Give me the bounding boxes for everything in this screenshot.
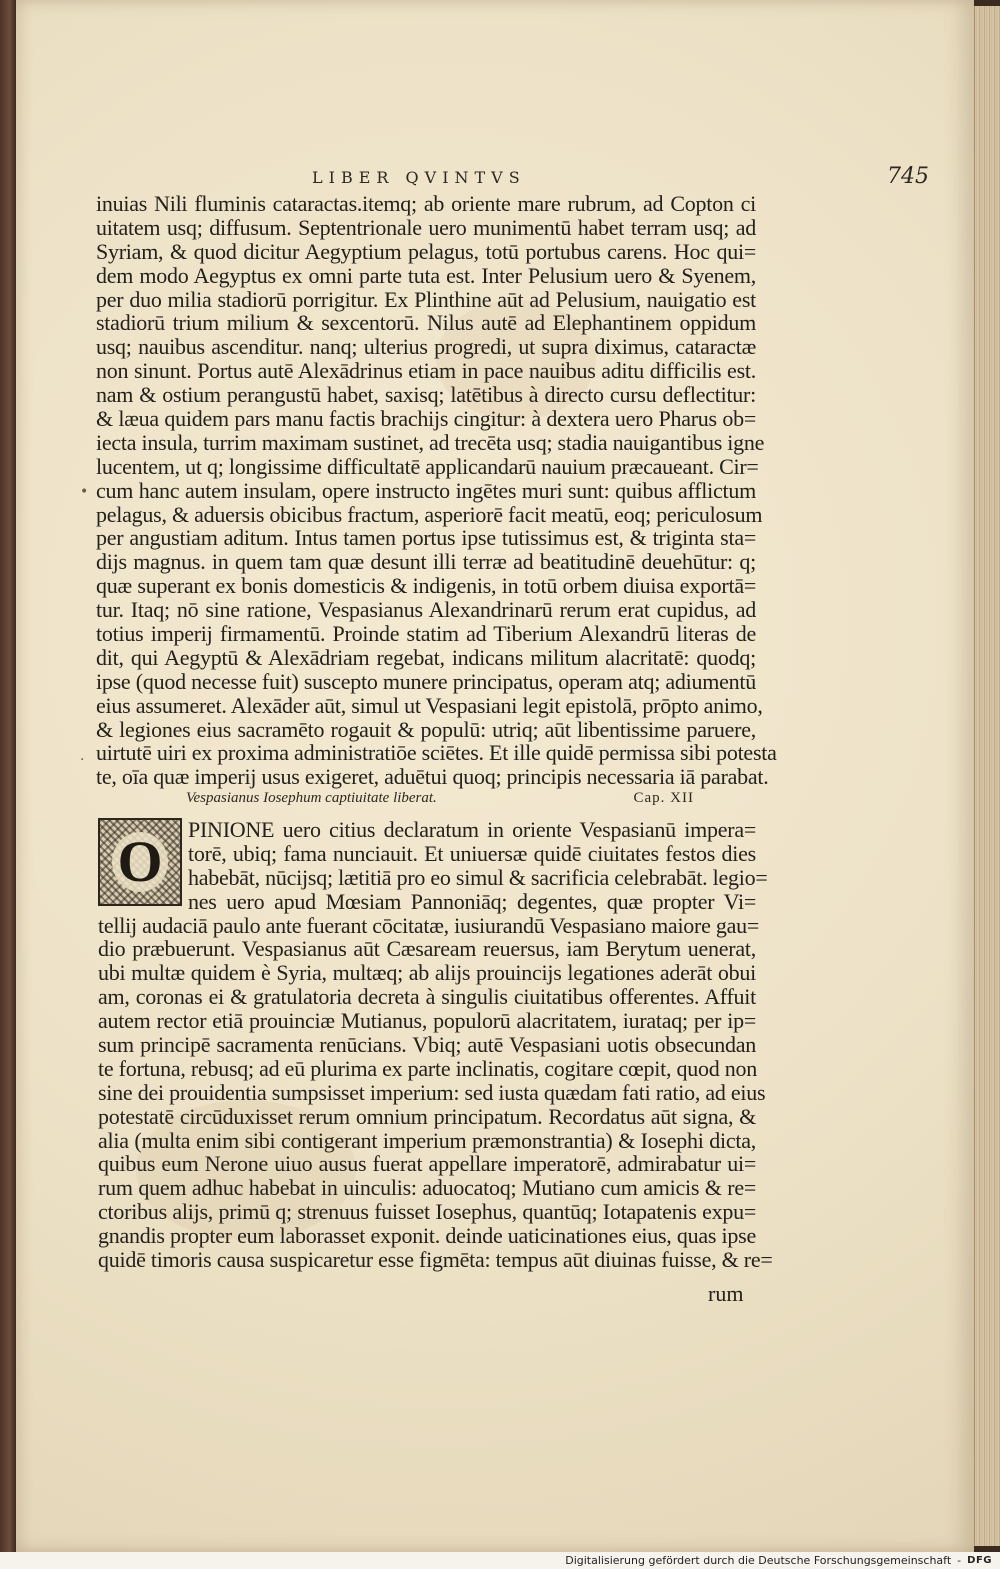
text-line: te, oīa quæ imperij usus exigeret, aduētui quoq; principis necessaria iā parabat.: [96, 764, 769, 790]
chapter-text: [98, 817, 773, 1273]
page-number: 745: [887, 164, 929, 189]
text-line: sine dei prouidentia sumpsisset imperium: sed iusta quædam fati ratio, ad eius: [98, 1079, 766, 1105]
text-line: dijs magnus. in quem tam quæ desunt illi terræ ad beatitudinē deuehūtur: q;: [96, 549, 756, 575]
text-line: sum principē sacramenta renūcians. Vbiq; autē Vespasiani uotis obsecundan: [98, 1032, 756, 1058]
chapter-title: Vespasianus Iosephum captiuitate liberat.: [186, 790, 437, 806]
text-line: potestatē circūduxisset rerum omnium principatum. Recordatus aūt signa, &: [98, 1103, 756, 1129]
text-line: iecta insula, turrim maximam sustinet, ad trecēta usq; stadia nauigantibus igne: [96, 429, 765, 455]
text-line: & legiones eius sacramēto rogauit & populū: utriq; aūt libentissime paruere,: [96, 716, 756, 742]
margin-mark: ·: [80, 752, 85, 768]
footer-separator: -: [957, 1554, 962, 1567]
text-line: stadiorū trium milium & sexcentorū. Nilus autē ad Elephantinem oppidum: [96, 310, 756, 336]
text-line: Syriam, & quod dicitur Aegyptium pelagus, totū portubus carens. Hoc qui=: [96, 238, 756, 264]
text-line: am, coronas ei & gratulatoria decreta à singulis ciuitatibus offerentes. Affuit: [98, 984, 756, 1010]
text-line: tur. Itaq; nō sine ratione, Vespasianus Alexandrinarū rerum erat cupidus, ad: [96, 597, 756, 623]
text-line: autem rector etiā prouinciæ Mutianus, populorū alacritatem, iurataq; per ip=: [98, 1008, 756, 1034]
book-binding: [0, 0, 16, 1569]
text-line: dit, qui Aegyptū & Alexādriam regebat, indicans militum alacritatē: quodq;: [96, 644, 756, 670]
text-line: quibus eum Nerone uiuo ausus fuerat appellare imperatorē, admirabatur ui=: [98, 1151, 756, 1177]
text-line: rum quem adhuc habebat in uinculis: aduocatoq; Mutiano cum amicis & re=: [98, 1175, 756, 1201]
running-head: LIBER QVINTVS: [312, 168, 526, 187]
text-line: ipse (quod necesse fuit) suscepto munere principatus, operam atq; adiumentū: [96, 668, 756, 694]
text-line: inuias Nili fluminis cataractas.itemq; ab oriente mare rubrum, ad Copton ci: [96, 191, 756, 216]
footer-credit: Digitalisierung gefördert durch die Deutsche Forschungsgemeinschaft: [565, 1554, 952, 1567]
chapter-number: Cap. XII: [633, 790, 694, 806]
text-line: per angustiam aditum. Intus tamen portus ipse tutissimus est, & triginta sta=: [96, 525, 756, 551]
catchword: rum: [708, 1281, 744, 1306]
footer-bar: [0, 1552, 1000, 1569]
text-line: totius imperij firmamentū. Proinde statim ad Tiberium Alexandrū literas de: [96, 621, 756, 647]
text-line: non sinunt. Portus autē Alexādrinus etiam in pace nauibus aditu difficilis est.: [96, 358, 756, 384]
text-line: dio præbuerunt. Vespasianus aūt Cæsaream reuersus, iam Berytum uenerat,: [98, 936, 756, 962]
text-line: torē, ubiq; fama nunciauit. Et uniuersæ quidē ciuitates festos dies: [188, 840, 756, 866]
text-line: dem modo Aegyptus ex omni parte tuta est. Inter Pelusium uero & Syenem,: [96, 262, 756, 288]
page-edges: [974, 6, 1000, 1546]
text-line: tellij audaciā paulo ante fuerant cōcitatæ, iusiurandū Vespasiano maiore gau=: [98, 912, 760, 938]
text-line: cum hanc autem insulam, opere instructo ingētes muri sunt: quibus afflictum: [96, 477, 756, 503]
text-line: per duo milia stadiorū porrigitur. Ex Plinthine aūt ad Pelusium, nauigatio est: [96, 286, 756, 312]
text-line: ubi multæ quidem è Syria, multæq; ab alijs prouincijs legationes aderāt obui: [98, 960, 756, 986]
text-line: lucentem, ut q; longissime difficultatē applicandarū nauium præcaueant. Cir=: [96, 453, 759, 479]
margin-mark: •: [80, 484, 89, 500]
text-line: eius assumeret. Alexāder aūt, simul ut Vespasiani legit epistolā, prōpto animo,: [96, 692, 763, 718]
text-line: usq; nauibus ascenditur. nanq; ulterius progredi, ut supra diximus, cataractæ: [96, 334, 756, 360]
text-line: nes uero apud Mœsiam Pannoniāq; degentes, quæ propter Vi=: [188, 888, 756, 914]
text-line: uitatem usq; diffusum. Septentrionale uero munimentū habet terram usq; ad: [96, 214, 756, 240]
text-line: nam & ostium perangustū habet, saxisq; latētibus à directo cursu deflectitur:: [96, 382, 756, 408]
text-line: te fortuna, rebusq; ad eū plurima ex parte inclinatis, cogitare cœpit, quod non: [98, 1055, 757, 1081]
text-line: ctoribus alijs, primū q; strenuus fuisset Iosephus, quantūq; Iotapatenis expu=: [98, 1199, 756, 1225]
text-line: uirtutē uiri ex proxima administratiōe sciētes. Et ille quidē permissa sibi potesta: [96, 740, 777, 766]
dfg-logo: DFG: [967, 1555, 992, 1566]
text-line: habebāt, nūcijsq; lætitiā pro eo simul & sacrificia celebrabāt. legio=: [188, 864, 768, 890]
text-line: & læua quidem pars manu factis brachijs cingitur: à dextera uero Pharus ob=: [96, 406, 756, 432]
body-text: [96, 191, 777, 790]
text-line: quidē timoris causa suspicaretur esse figmēta: tempus aūt diuinas fuisse, & re=: [98, 1247, 773, 1273]
text-line: PINIONE uero citius declaratum in oriente Vespasianū impera=: [188, 817, 756, 842]
text-line: gnandis propter eum laborasset exponit. deinde uaticinationes eius, quas ipse: [98, 1223, 756, 1249]
text-line: alia (multa enim sibi contigerant imperium præmonstrantia) & Iosephi dicta,: [98, 1127, 756, 1153]
text-line: quæ superant ex bonis domesticis & indigenis, in totū orbem diuisa exportā=: [96, 573, 756, 599]
chapter-heading: [186, 790, 694, 807]
initial-letter: O: [112, 832, 168, 892]
text-line: pelagus, & aduersis obicibus fractum, asperiorē facit meatū, eoq; periculosum: [96, 501, 763, 527]
